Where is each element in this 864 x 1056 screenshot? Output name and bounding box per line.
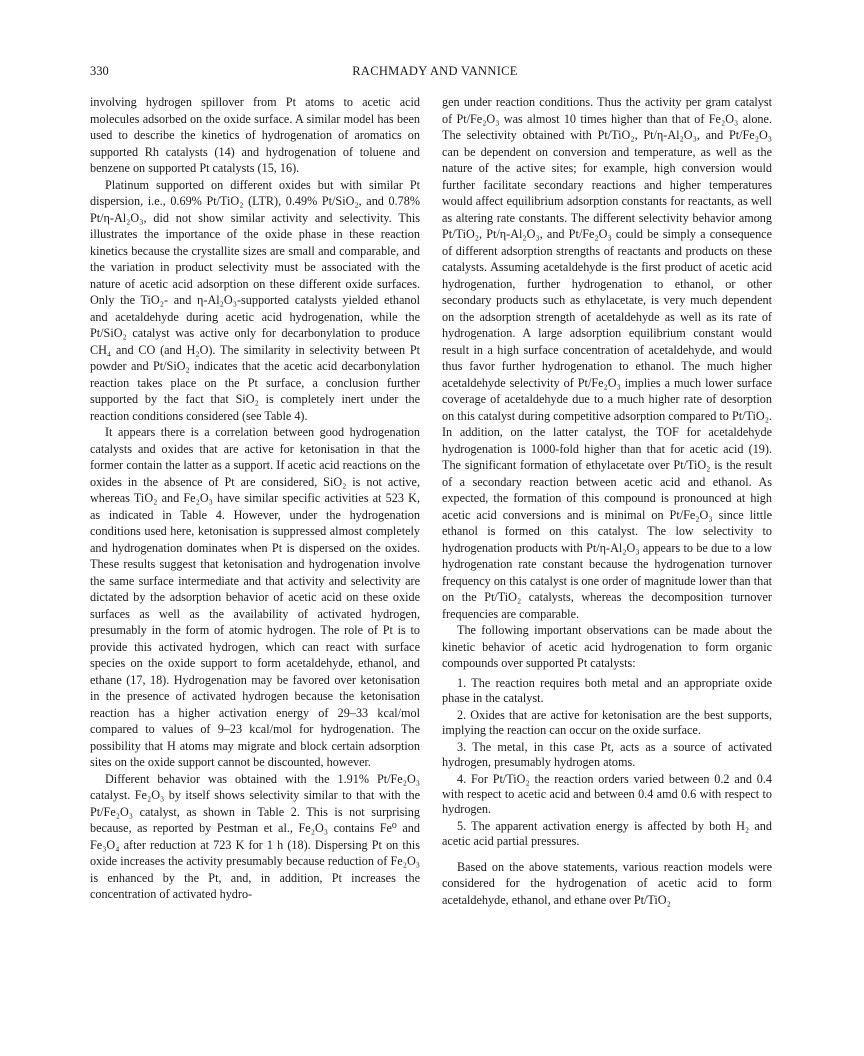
running-title: RACHMADY AND VANNICE [352, 64, 518, 78]
observation-item: 1. The reaction requires both metal and an appropriate oxide phase in the catalyst. [442, 675, 772, 705]
observation-item: 2. Oxides that are active for ketonisation are the best supports, implying the reaction can occur on the oxide surface. [442, 707, 772, 737]
right-column [442, 94, 772, 908]
page-number: 330 [90, 64, 109, 78]
paragraph-observations-intro: The following important observations can be made about the kinetic behavior of acetic acid hydrogenation to form organic compounds over supported Pt catalysts: [442, 623, 772, 670]
paragraph-selectivity: gen under reaction conditions. Thus the activity per gram catalyst of Pt/Fe₂O₃ was almost 10 times higher than that of Fe₂O₃ alone. The selectivity obtained with Pt/TiO₂, Pt/η-Al₂O₃, and Pt/Fe₂O₃ can be dependent on conversion and temperature, as well as the nature of the active sites; for example, high conversion would further facilitate secondary reactions and higher temperatures would affect equilibrium adsorption constants for reactants, as well as altering rate constants. The different selectivity behavior among Pt/TiO₂, Pt/η-Al₂O₃, and Pt/Fe₂O₃ could be simply a consequence of different adsorption strengths of reactants and products on these catalysts. Assuming acetaldehyde is the first product of acetic acid hydrogenation, further hydrogenation to ethanol, or other secondary products such as ethylacetate, is very much dependent on the adsorption strength of acetaldehyde as well as its rate of hydrogenation. A large adsorption equilibrium constant would result in a high surface concentration of acetaldehyde, and would thus favor further hydrogenation to ethanol. The much higher acetaldehyde selectivity of Pt/Fe₂O₃ implies a much lower surface coverage of acetaldehyde due to a much higher rate of desorption on this catalyst during competitive adsorption compared to Pt/TiO₂. In addition, on the latter catalyst, the TOF for acetaldehyde hydrogenation is 1000-fold higher than that for acetic acid (19). The significant formation of ethylacetate over Pt/TiO₂ is the result of a secondary reaction between acetic acid and ethanol. As expected, the formation of this compound is pronounced at high acetic acid conversions and is minimal on Pt/Fe₂O₃ since little ethanol is formed on this catalyst. The low selectivity to hydrogenation products with Pt/η-Al₂O₃ appears to be due to a low hydrogenation rate constant because the hydrogenation turnover frequency on this catalyst is one order of magnitude lower than that on the Pt/TiO₂ catalysts, whereas the decomposition turnover frequencies are comparable. [442, 95, 772, 621]
paragraph-reaction-models: Based on the above statements, various reaction models were considered for the hydrogenation of acetic acid to form acetaldehyde, ethanol, and ethane over Pt/TiO₂ [442, 859, 772, 907]
paragraph-ketonisation: It appears there is a correlation between good hydrogenation catalysts and oxides that are active for ketonisation in that the former contain the latter as a support. If acetic acid reactions on the oxides in the absence of Pt are considered, SiO₂ is not active, whereas TiO₂ and Fe₂O₃ have similar specific activities at 523 K, as indicated in Table 4. However, under the hydrogenation conditions used here, ketonisation is suppressed almost completely and hydrogenation dominates when Pt is dispersed on the oxides. These results suggest that ketonisation and hydrogenation involve the same surface intermediate and that activity and selectivity are dictated by the adsorption behavior of acetic acid on these oxide surfaces as well as the availability of activated hydrogen, presumably in the form of atomic hydrogen. The role of Pt is to provide this activated hydrogen, which can react with surface species on the oxide support to form acetaldehyde, ethanol, and ethane (17, 18). Hydrogenation may be favored over ketonisation in the presence of activated hydrogen because the ketonisation reaction has a higher activation energy of 29–33 kcal/mol compared to values of 9–23 kcal/mol for hydrogenation. The possibility that H atoms may migrate and block certain adsorption sites on the oxide support cannot be discounted, however. [90, 425, 420, 769]
page-header [90, 64, 780, 84]
left-column [90, 94, 420, 903]
paragraph-pt-fe2o3: Different behavior was obtained with the 1.91% Pt/Fe₂O₃ catalyst. Fe₂O₃ by itself shows selectivity similar to that with the Pt/Fe₂O₃ catalyst, as shown in Table 2. This is not surprising because, as reported by Pestman et al., Fe₂O₃ contains Fe⁰ and Fe₃O₄ after reduction at 723 K for 1 h (18). Dispersing Pt on this oxide increases the activity presumably because reduction of Fe₂O₃ is enhanced by the Pt, and, in addition, Pt increases the concentration of activated hydro- [90, 771, 420, 901]
observation-item: 4. For Pt/TiO₂ the reaction orders varied between 0.2 and 0.4 with respect to acetic acid and between 0.4 amd 0.6 with respect to hydrogen. [442, 771, 772, 816]
observation-item: 5. The apparent activation energy is affected by both H₂ and acetic acid partial pressures. [442, 818, 772, 848]
observation-item: 3. The metal, in this case Pt, acts as a source of activated hydrogen, presumably hydrogen atoms. [442, 739, 772, 769]
paragraph-pt-dispersion: Platinum supported on different oxides but with similar Pt dispersion, i.e., 0.69% Pt/TiO₂ (LTR), 0.49% Pt/SiO₂, and 0.78% Pt/η-Al₂O₃, did not show similar activity and selectivity. This illustrates the importance of the oxide phase in these reaction kinetics because the crystallite sizes are small and comparable, and the variation in product selectivity must be associated with the nature of acetic acid adsorption on these different oxide surfaces. Only the TiO₂- and η-Al₂O₃-supported catalysts yielded ethanol and acetaldehyde during acetic acid hydrogenation, while the Pt/SiO₂ catalyst was active only for decarbonylation to produce CH₄ and CO (and H₂O). The similarity in selectivity between Pt powder and Pt/SiO₂ indicates that the acetic acid decarbonylation reaction takes place on the Pt surface, a conclusion further supported by the fact that SiO₂ is completely inert under the reaction conditions considered (see Table 4). [90, 177, 420, 423]
paragraph-continued: involving hydrogen spillover from Pt atoms to acetic acid molecules adsorbed on the oxide surface. A similar model has been used to describe the kinetics of hydrogenation of aromatics on supported Rh catalysts (14) and hydrogenation of toluene and benzene on supported Pt catalysts (15, 16). [90, 95, 420, 175]
